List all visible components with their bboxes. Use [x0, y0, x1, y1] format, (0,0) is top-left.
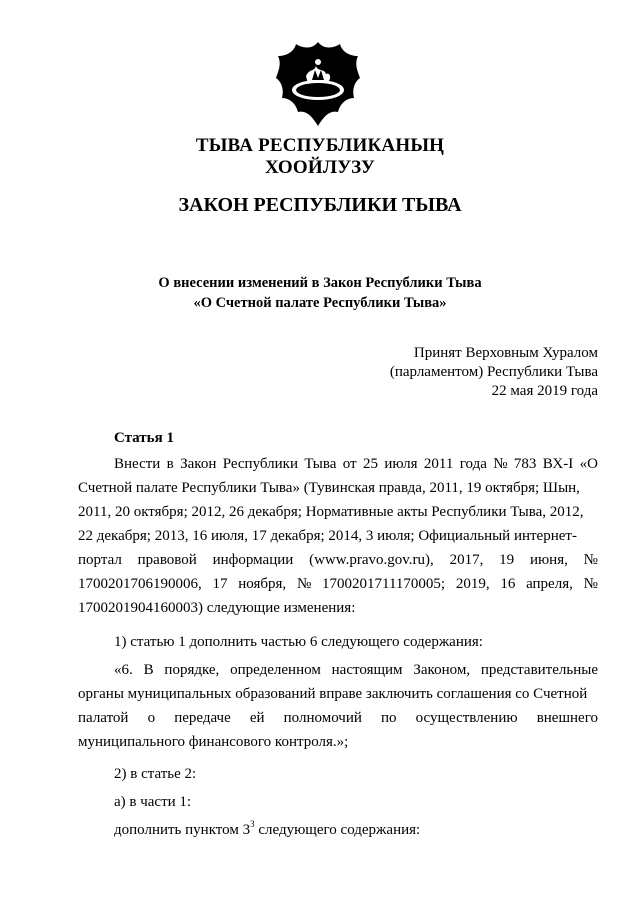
item-1: 1) статью 1 дополнить частью 6 следующего содержания:: [114, 634, 483, 650]
word: 783: [513, 456, 537, 472]
paragraph-line: [78, 706, 598, 730]
word: июня,: [529, 552, 568, 568]
word: 25: [362, 456, 378, 472]
word: Внести: [114, 456, 161, 472]
word: в: [166, 456, 174, 472]
word: июля: [384, 456, 418, 472]
paragraph-line: муниципального финансового контроля.»;: [78, 734, 349, 750]
item-2a-text-after: следующего содержания:: [254, 822, 421, 838]
word: «О: [579, 456, 598, 472]
paragraph-line: 1700201904160003) следующие изменения:: [78, 600, 356, 616]
word: внешнего: [536, 710, 598, 726]
article-paragraph-1: [78, 452, 598, 620]
word: представительные: [480, 662, 598, 678]
word: №: [583, 552, 598, 568]
word: 2017,: [449, 552, 484, 568]
word: Закон: [180, 456, 217, 472]
article-heading: Статья 1: [114, 430, 174, 446]
adopted-date: 22 мая 2019 года: [491, 383, 598, 399]
law-title: ЗАКОН РЕСПУБЛИКИ ТЫВА: [178, 194, 462, 216]
word: 16: [500, 576, 516, 592]
paragraph-line: [114, 452, 598, 476]
item-2a-text-before: дополнить пунктом 3: [114, 822, 251, 838]
item-2a-text: [114, 818, 420, 842]
word: 1700201711170005;: [322, 576, 446, 592]
word: 2011: [423, 456, 454, 472]
article-paragraph-2: [78, 658, 598, 754]
header-line-1: ТЫВА РЕСПУБЛИКАНЫҢ: [195, 135, 445, 156]
word: правовой: [137, 552, 197, 568]
adopted-line-2: (парламентом) Республики Тыва: [389, 364, 598, 380]
word: 19: [499, 552, 515, 568]
word: по: [381, 710, 397, 726]
paragraph-line: [78, 548, 598, 572]
paragraph-line: [114, 658, 598, 682]
word: (www.pravo.gov.ru),: [309, 552, 434, 568]
word: передаче: [174, 710, 231, 726]
word: палатой: [78, 710, 129, 726]
word: 1700201706190006,: [78, 576, 202, 592]
word: №: [296, 576, 312, 592]
word: полномочий: [283, 710, 362, 726]
item-2: 2) в статье 2:: [114, 766, 197, 782]
word: ВХ-I: [542, 456, 574, 472]
word: портал: [78, 552, 122, 568]
word: года: [459, 456, 487, 472]
adopted-line-1: Принят Верховным Хуралом: [413, 345, 598, 361]
word: ей: [249, 710, 265, 726]
word: апреля,: [526, 576, 573, 592]
word: определенном: [230, 662, 321, 678]
word: 17: [212, 576, 228, 592]
word: осуществлению: [415, 710, 518, 726]
word: информации: [212, 552, 294, 568]
paragraph-line: органы муниципальных образований вправе заключить соглашения со Счетной: [78, 686, 588, 702]
item-2a-superscript: 3: [250, 819, 255, 829]
subject-line-1: О внесении изменений в Закон Республики Тыва: [158, 275, 482, 291]
paragraph-line: 2011, 20 октября; 2012, 26 декабря; Нормативные акты Республики Тыва, 2012,: [78, 504, 584, 520]
subject-line-2: «О Счетной палате Республики Тыва»: [193, 295, 447, 311]
paragraph-line: [78, 572, 598, 596]
word: «6.: [114, 662, 133, 678]
word: Законом,: [413, 662, 471, 678]
paragraph-line: 22 декабря; 2013, 16 июля, 17 декабря; 2014, 3 июля; Официальный интернет-: [78, 528, 577, 544]
word: 2019,: [455, 576, 490, 592]
word: Республики: [222, 456, 298, 472]
word: Тыва: [304, 456, 337, 472]
word: №: [493, 456, 508, 472]
word: порядке,: [164, 662, 220, 678]
word: о: [147, 710, 156, 726]
word: настоящим: [331, 662, 403, 678]
paragraph-line: Счетной палате Республики Тыва» (Тувинская правда, 2011, 19 октября; Шын,: [78, 480, 580, 496]
tuva-emblem-icon: [274, 40, 362, 128]
word: от: [342, 456, 357, 472]
word: ноября,: [238, 576, 287, 592]
item-2a: а) в части 1:: [114, 794, 192, 810]
header-line-2: ХООЙЛУЗУ: [264, 157, 376, 178]
word: №: [583, 576, 598, 592]
word: В: [143, 662, 154, 678]
